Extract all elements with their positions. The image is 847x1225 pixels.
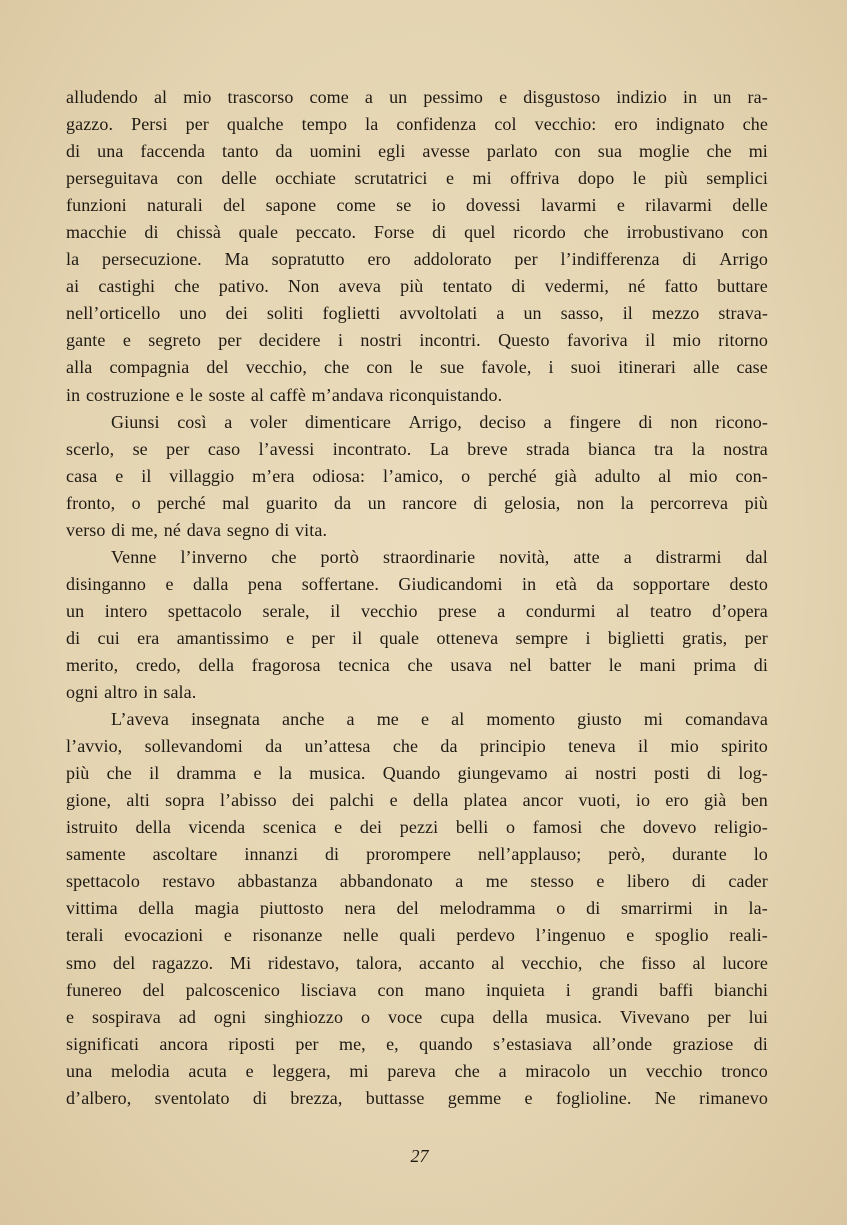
text-line: di una faccenda tanto da uomini egli avesse parlato con sua moglie che mi [66,141,768,162]
text-line: Venne l’inverno che portò straordinarie novità, atte a distrarmi dal [111,546,768,567]
text-line: fronto, o perché mal guarito da un rancore di gelosia, non la percorreva più [66,492,768,513]
text-line: scerlo, se per caso l’avessi incontrato. La breve strada bianca tra la nostra [66,438,768,459]
text-line: nell’orticello uno dei soliti foglietti avvoltolati a un sasso, il mezzo strava- [66,303,768,324]
text-line: alla compagnia del vecchio, che con le sue favole, i suoi itinerari alle case [66,357,768,378]
text-line: casa e il villaggio m’era odiosa: l’amico, o perché già adulto al mio con- [66,465,768,486]
text-line: gione, alti sopra l’abisso dei palchi e della platea ancor vuoti, io ero già ben [66,790,768,811]
text-line: l’avvio, sollevandomi da un’attesa che da principio teneva il mio spirito [66,736,768,757]
text-line: spettacolo restavo abbastanza abbandonato a me stesso e libero di cader [66,871,768,892]
text-line: un intero spettacolo serale, il vecchio prese a condurmi al teatro d’opera [66,600,768,621]
text-line: alludendo al mio trascorso come a un pessimo e disgustoso indizio in un ra- [66,87,768,107]
text-line: merito, credo, della fragorosa tecnica che usava nel batter le mani prima di [66,654,768,675]
text-line: disinganno e dalla pena soffertane. Giudicandomi in età da sopportare desto [66,573,768,594]
text-line: una melodia acuta e leggera, mi pareva che a miracolo un vecchio tronco [66,1060,768,1081]
body-text [66,84,768,1112]
text-line: più che il dramma e la musica. Quando giungevamo ai nostri posti di log- [66,763,768,784]
text-line: samente ascoltare innanzi di prorompere nell’applauso; però, durante lo [66,844,768,865]
text-line: gante e segreto per decidere i nostri incontri. Questo favoriva il mio ritorno [66,330,768,351]
text-line: macchie di chissà quale peccato. Forse di quel ricordo che irrobustivano con [66,222,768,243]
text-line: Giunsi così a voler dimenticare Arrigo, deciso a fingere di non ricono- [111,411,768,432]
text-line: d’albero, sventolato di brezza, buttasse gemme e foglioline. Ne rimanevo [66,1087,768,1108]
text-line: L’aveva insegnata anche a me e al momento giusto mi comandava [111,709,768,730]
text-line: smo del ragazzo. Mi ridestavo, talora, accanto al vecchio, che fisso al lucore [66,952,768,973]
text-line: perseguitava con delle occhiate scrutatrici e mi offriva dopo le più semplici [66,168,768,189]
text-line: la persecuzione. Ma sopratutto ero addolorato per l’indifferenza di Arrigo [66,249,768,270]
text-line: funereo del palcoscenico lisciava con mano inquieta i grandi baffi bianchi [66,979,768,1000]
text-line: di cui era amantissimo e per il quale otteneva sempre i biglietti gratis, per [66,627,768,648]
text-line: verso di me, né dava segno di vita. [66,519,328,540]
text-line: significati ancora riposti per me, e, quando s’estasiava all’onde graziose di [66,1033,768,1054]
text-line: ai castighi che pativo. Non aveva più tentato di vedermi, né fatto buttare [66,276,768,297]
text-line: istruito della vicenda scenica e dei pezzi belli o famosi che dovevo religio- [66,817,768,838]
text-line: gazzo. Persi per qualche tempo la confidenza col vecchio: ero indignato che [66,114,768,135]
text-line: funzioni naturali del sapone come se io dovessi lavarmi e rilavarmi delle [66,195,768,216]
page-number: 27 [410,1146,429,1166]
text-line: in costruzione e le soste al caffè m’andava riconquistando. [66,384,503,405]
text-line: ogni altro in sala. [66,682,197,703]
text-line: terali evocazioni e risonanze nelle quali perdevo l’ingenuo e spoglio reali- [66,925,768,946]
text-line: e sospirava ad ogni singhiozzo o voce cupa della musica. Vivevano per lui [66,1006,768,1027]
text-line: vittima della magia piuttosto nera del melodramma o di smarrirmi in la- [66,898,768,919]
